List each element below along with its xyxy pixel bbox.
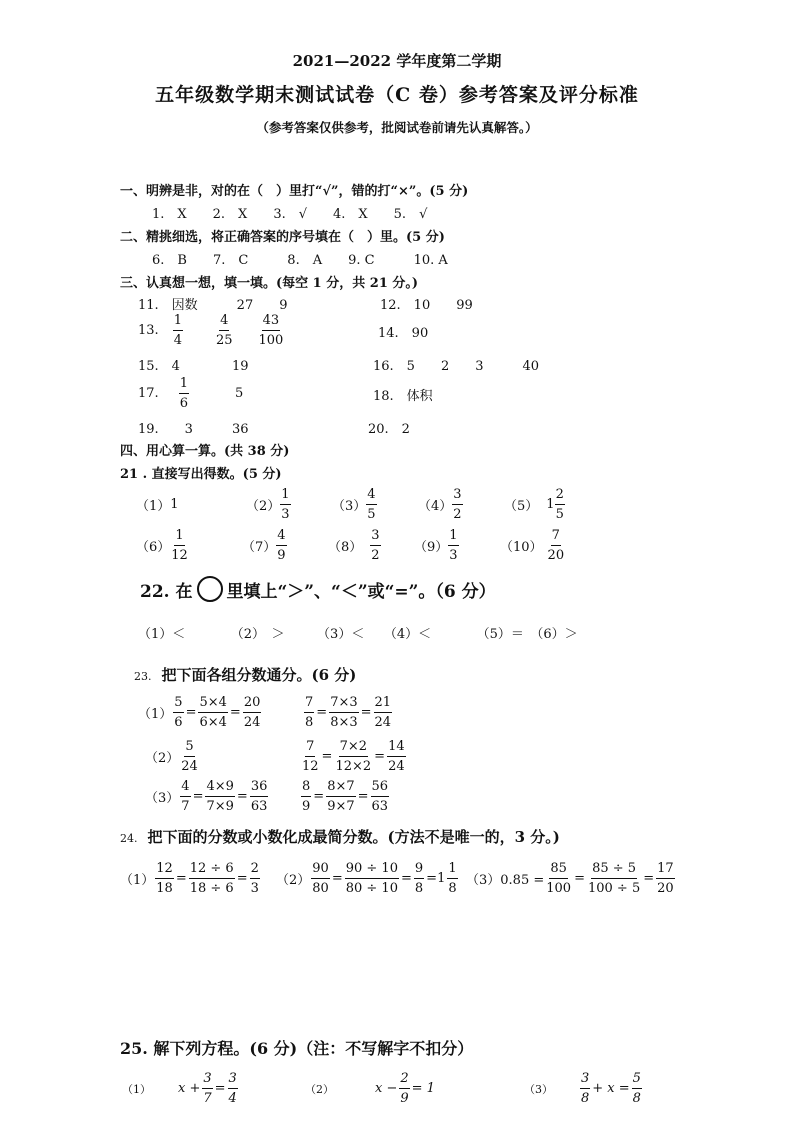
fraction: $\frac{5}{6}$ bbox=[174, 695, 183, 730]
q24-num: 24. bbox=[120, 832, 138, 845]
operator: + x = bbox=[592, 1081, 630, 1096]
q13-frac-1: $\frac{1}{4}$ bbox=[173, 313, 182, 348]
operator: = bbox=[374, 749, 386, 764]
section-2-answers: 6. B 7. C 8. A 9. C 10. A bbox=[152, 253, 448, 268]
fraction: $\frac{56}{63}$ bbox=[371, 779, 389, 814]
q22-answers: （1）＜ （2） ＞ （3）＜ （4）＜ （5）＝ （6）＞ bbox=[138, 627, 578, 642]
q20-answer: 20. 2 bbox=[368, 422, 410, 437]
fraction: $\frac{12 \div 6}{18 \div 6}$ bbox=[189, 861, 234, 896]
q17-answer bbox=[138, 375, 243, 412]
q22-heading bbox=[140, 576, 496, 602]
q23-row-3-right bbox=[300, 778, 390, 815]
operator: = bbox=[175, 871, 187, 886]
circle-icon bbox=[197, 576, 223, 602]
section-1-heading: 一、明辨是非，对的在（ ）里打“√”，错的打“×”。(5 分) bbox=[120, 184, 469, 199]
section-2-heading: 二、精挑细选，将正确答案的序号填在（ ）里。(5 分) bbox=[120, 230, 445, 245]
operator: x + bbox=[178, 1081, 201, 1096]
operator: = bbox=[313, 789, 325, 804]
fraction: $\frac{3}{7}$ bbox=[203, 1071, 212, 1106]
q17-label: 17. bbox=[138, 386, 159, 401]
q21-item-7: （7） $\frac{4}{9}$ bbox=[242, 528, 286, 563]
fraction: $\frac{36}{63}$ bbox=[250, 779, 268, 814]
operator: = bbox=[214, 1081, 226, 1096]
fraction: $\frac{7}{12}$ bbox=[302, 739, 319, 774]
q24-heading bbox=[120, 826, 560, 847]
q21-item-10: （10） $\frac{7}{20}$ bbox=[500, 528, 565, 563]
operator: = bbox=[331, 871, 343, 886]
q23-heading bbox=[134, 664, 356, 685]
q21-item-2: （2） $\frac{1}{3}$ bbox=[246, 487, 290, 522]
operator: = bbox=[574, 871, 585, 886]
fraction: $\frac{21}{24}$ bbox=[374, 695, 392, 730]
operator: = bbox=[236, 871, 248, 886]
operator: = bbox=[192, 789, 204, 804]
q23-row-1-right bbox=[303, 694, 393, 731]
fraction: $\frac{1}{8}$ bbox=[448, 861, 457, 896]
operator: = bbox=[229, 705, 241, 720]
q22-prefix: 22. 在 bbox=[140, 581, 193, 602]
operator: = bbox=[236, 789, 248, 804]
q11-answer: 11. 因数 27 9 bbox=[138, 298, 288, 313]
fraction: $\frac{90}{80}$ bbox=[312, 861, 329, 896]
q21-item-8: （8） $\frac{3}{2}$ bbox=[328, 528, 380, 563]
fraction: $\frac{3}{8}$ bbox=[581, 1071, 590, 1106]
q25-eq-2: （2） x − $\frac{2}{9}$ = 1 bbox=[305, 1071, 435, 1106]
q23-num: 23. bbox=[134, 670, 152, 683]
operator: =1 bbox=[426, 871, 446, 886]
fraction: $\frac{7\times 3}{8\times 3}$ bbox=[330, 695, 358, 730]
fraction: $\frac{8}{9}$ bbox=[302, 779, 311, 814]
operator: = bbox=[643, 871, 655, 886]
section-3-heading: 三、认真想一想，填一填。(每空 1 分，共 21 分。) bbox=[120, 276, 419, 291]
fraction: $\frac{4}{7}$ bbox=[181, 779, 190, 814]
fraction: $\frac{90 \div 10}{80 \div 10}$ bbox=[345, 861, 398, 896]
q23-row-3-left: （3） $\frac{4}{7}$ = $\frac{4\times 9}{7\times 9}$ = $\frac{36}{63}$ bbox=[145, 779, 268, 814]
fraction: $\frac{2}{3}$ bbox=[250, 861, 259, 896]
fraction: $\frac{85 \div 5}{100 \div 5}$ bbox=[587, 861, 641, 896]
q15-answer: 15. 4 19 bbox=[138, 359, 249, 374]
q24-expr-3: （3）0.85 = $\frac{85}{100}$ = $\frac{85 \div 5}{100 \div 5}$ = $\frac{17}{20}$ bbox=[466, 861, 674, 896]
q21-item-6: （6） $\frac{1}{12}$ bbox=[136, 528, 188, 563]
q21-row-2 bbox=[136, 527, 565, 564]
fraction: $\frac{9}{8}$ bbox=[414, 861, 424, 896]
term-line: 2021—2022 学年度第二学期 bbox=[292, 52, 502, 70]
fraction: $\frac{4\times 9}{7\times 9}$ bbox=[206, 779, 234, 814]
q24-expr-2: （2） $\frac{90}{80}$ = $\frac{90 \div 10}{80 \div 10}$ = $\frac{9}{8}$ =1 $\frac{1}{8}$ bbox=[276, 861, 457, 896]
q23-row-1-left: （1） $\frac{5}{6}$ = $\frac{5\times 4}{6\times 4}$ = $\frac{20}{24}$ bbox=[138, 695, 261, 730]
operator: = bbox=[316, 705, 328, 720]
section-4-heading: 四、用心算一算。(共 38 分) bbox=[120, 444, 290, 459]
operator: = bbox=[400, 871, 412, 886]
q25-eq-1: （1） x + $\frac{3}{7}$ = $\frac{3}{4}$ bbox=[122, 1071, 237, 1106]
q17-rest: 5 bbox=[234, 386, 244, 401]
q23-title: 把下面各组分数通分。(6 分) bbox=[161, 666, 357, 684]
fraction: $\frac{7}{8}$ bbox=[305, 695, 314, 730]
section-1-answers: 1. X 2. X 3. √ 4. X 5. √ bbox=[152, 207, 428, 222]
page-title: 五年级数学期末测试试卷（C 卷）参考答案及评分标准 bbox=[155, 84, 639, 106]
q23-row-2-left: （2） $\frac{5}{24}$ bbox=[145, 739, 198, 774]
operator: = bbox=[321, 749, 333, 764]
q21-item-9: （9） $\frac{1}{3}$ bbox=[414, 528, 458, 563]
q22-suffix: 里填上“＞”、“＜”或“=”。（6 分） bbox=[226, 581, 496, 602]
operator: x − bbox=[375, 1081, 398, 1096]
q13-answer bbox=[138, 312, 284, 349]
q25-heading: 25. 解下列方程。(6 分)（注：不写解字不扣分） bbox=[120, 1039, 474, 1058]
fraction: $\frac{5\times 4}{6\times 4}$ bbox=[199, 695, 227, 730]
q21-heading: 21 . 直接写出得数。(5 分) bbox=[120, 467, 282, 482]
q12-answer: 12. 10 99 bbox=[380, 298, 473, 313]
fraction: $\frac{85}{100}$ bbox=[546, 861, 572, 896]
q24-title: 把下面的分数或小数化成最简分数。(方法不是唯一的，3 分。) bbox=[147, 828, 560, 846]
q21-row-1 bbox=[136, 486, 565, 523]
q25-eq-3: （3） $\frac{3}{8}$ + x = $\frac{5}{8}$ bbox=[524, 1071, 641, 1106]
page-note: （参考答案仅供参考，批阅试卷前请先认真解答。） bbox=[256, 120, 538, 135]
q13-frac-3: $\frac{43}{100}$ bbox=[258, 313, 284, 348]
operator: = 1 bbox=[411, 1081, 435, 1096]
q17-frac: $\frac{1}{6}$ bbox=[179, 376, 188, 411]
q21-item-1: （1） 1 bbox=[136, 497, 179, 514]
fraction: $\frac{12}{18}$ bbox=[156, 861, 173, 896]
fraction: $\frac{3}{4}$ bbox=[228, 1071, 237, 1106]
operator: = bbox=[185, 705, 197, 720]
fraction: $\frac{5}{8}$ bbox=[632, 1071, 641, 1106]
q18-answer: 18. 体积 bbox=[373, 389, 433, 404]
q21-item-5: （5） 1 $\frac{2}{5}$ bbox=[504, 487, 564, 522]
q24-expr-1: （1） $\frac{12}{18}$ = $\frac{12 \div 6}{18 \div 6}$ = $\frac{2}{3}$ bbox=[120, 861, 259, 896]
q14-answer: 14. 90 bbox=[378, 326, 429, 341]
q19-answer: 19. 3 36 bbox=[138, 422, 249, 437]
operator: = bbox=[357, 789, 369, 804]
q23-row-2-right bbox=[300, 738, 407, 775]
fraction: $\frac{7\times 2}{12\times 2}$ bbox=[335, 739, 372, 774]
fraction: $\frac{14}{24}$ bbox=[388, 739, 405, 774]
fraction: $\frac{8\times 7}{9\times 7}$ bbox=[327, 779, 355, 814]
operator: = bbox=[360, 705, 372, 720]
fraction: $\frac{20}{24}$ bbox=[243, 695, 261, 730]
q21-item-4: （4） $\frac{3}{2}$ bbox=[418, 487, 462, 522]
q13-label: 13. bbox=[138, 323, 159, 338]
fraction: $\frac{5}{24}$ bbox=[181, 739, 198, 774]
fraction: $\frac{17}{20}$ bbox=[657, 861, 674, 896]
q21-item-3: （3） $\frac{4}{5}$ bbox=[332, 487, 376, 522]
q13-frac-2: $\frac{4}{25}$ bbox=[215, 313, 233, 348]
fraction: $\frac{2}{9}$ bbox=[400, 1071, 409, 1106]
q16-answer: 16. 5 2 3 40 bbox=[373, 359, 540, 374]
